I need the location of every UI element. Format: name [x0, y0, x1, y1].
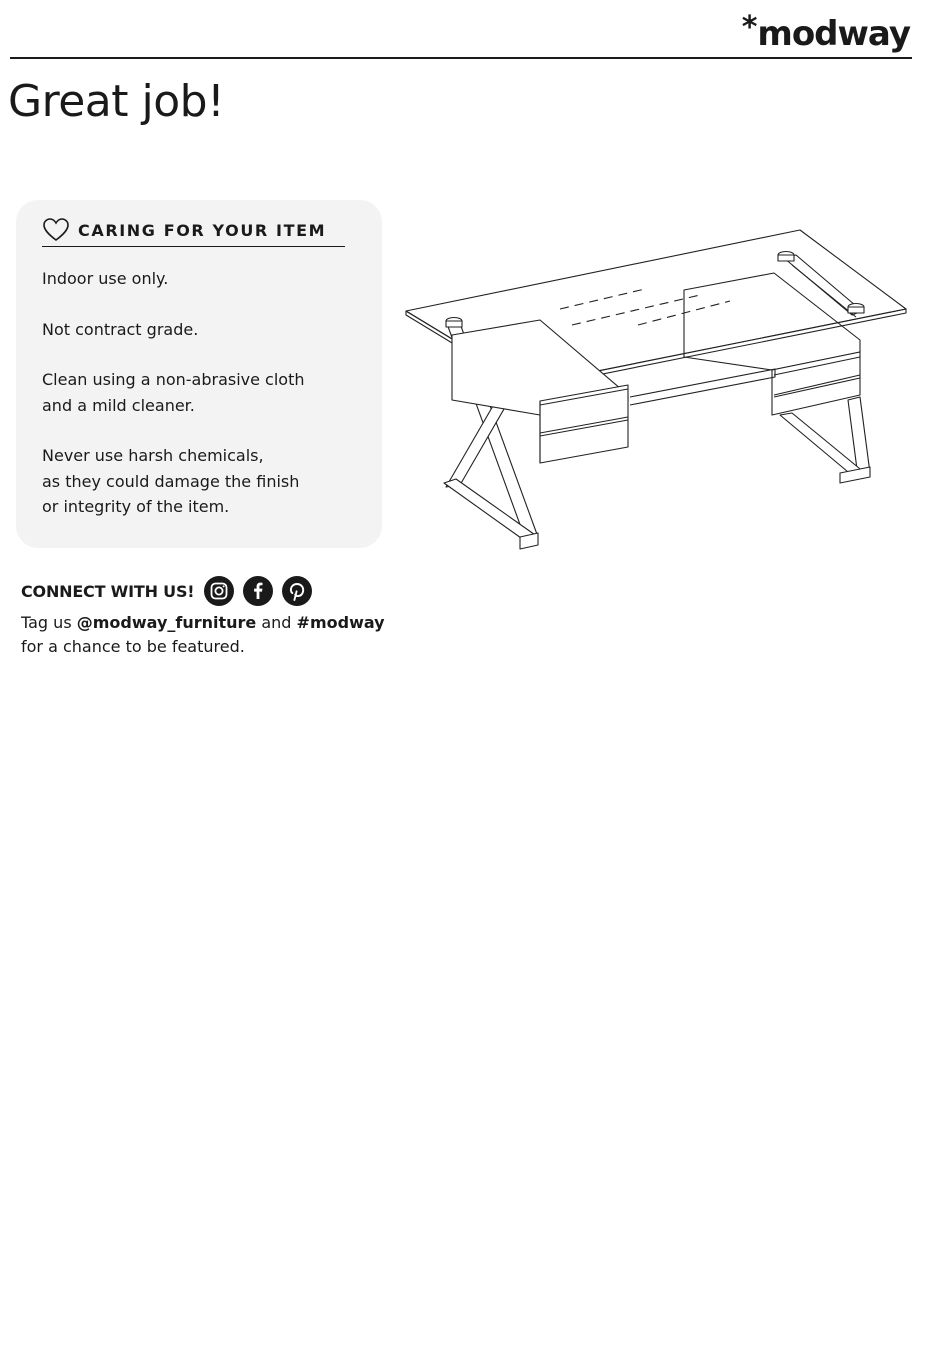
desk-illustration [400, 225, 912, 560]
pinterest-icon[interactable] [282, 576, 312, 606]
brand-name: modway [757, 14, 910, 54]
connect-row [21, 576, 321, 606]
brand-mark: * [741, 10, 757, 45]
instagram-handle[interactable]: @modway_furniture [76, 613, 257, 632]
connect-heading: CONNECT WITH US! [21, 581, 195, 601]
care-item: Never use harsh chemicals, as they could damage the finish or integrity of the item. [42, 446, 300, 516]
tag-and: and [256, 613, 297, 632]
care-heading [42, 214, 345, 247]
desk-stretcher [630, 369, 775, 405]
facebook-icon[interactable] [243, 576, 273, 606]
care-item: Indoor use only. [42, 269, 169, 288]
header-divider [10, 57, 912, 59]
heart-icon [42, 216, 70, 244]
tagline [21, 611, 385, 659]
tag-suffix: for a chance to be featured. [21, 637, 245, 656]
hashtag[interactable]: #modway [296, 613, 385, 632]
care-card [16, 200, 382, 548]
care-item: Not contract grade. [42, 319, 199, 339]
brand-logo [742, 10, 910, 54]
care-item: Clean using a non-abrasive cloth and a mild cleaner. [42, 370, 305, 415]
page-title: Great job! [8, 76, 225, 127]
instagram-icon[interactable] [204, 576, 234, 606]
care-list [42, 266, 362, 545]
tag-prefix: Tag us [21, 613, 77, 632]
care-heading-label: CARING FOR YOUR ITEM [78, 220, 327, 240]
